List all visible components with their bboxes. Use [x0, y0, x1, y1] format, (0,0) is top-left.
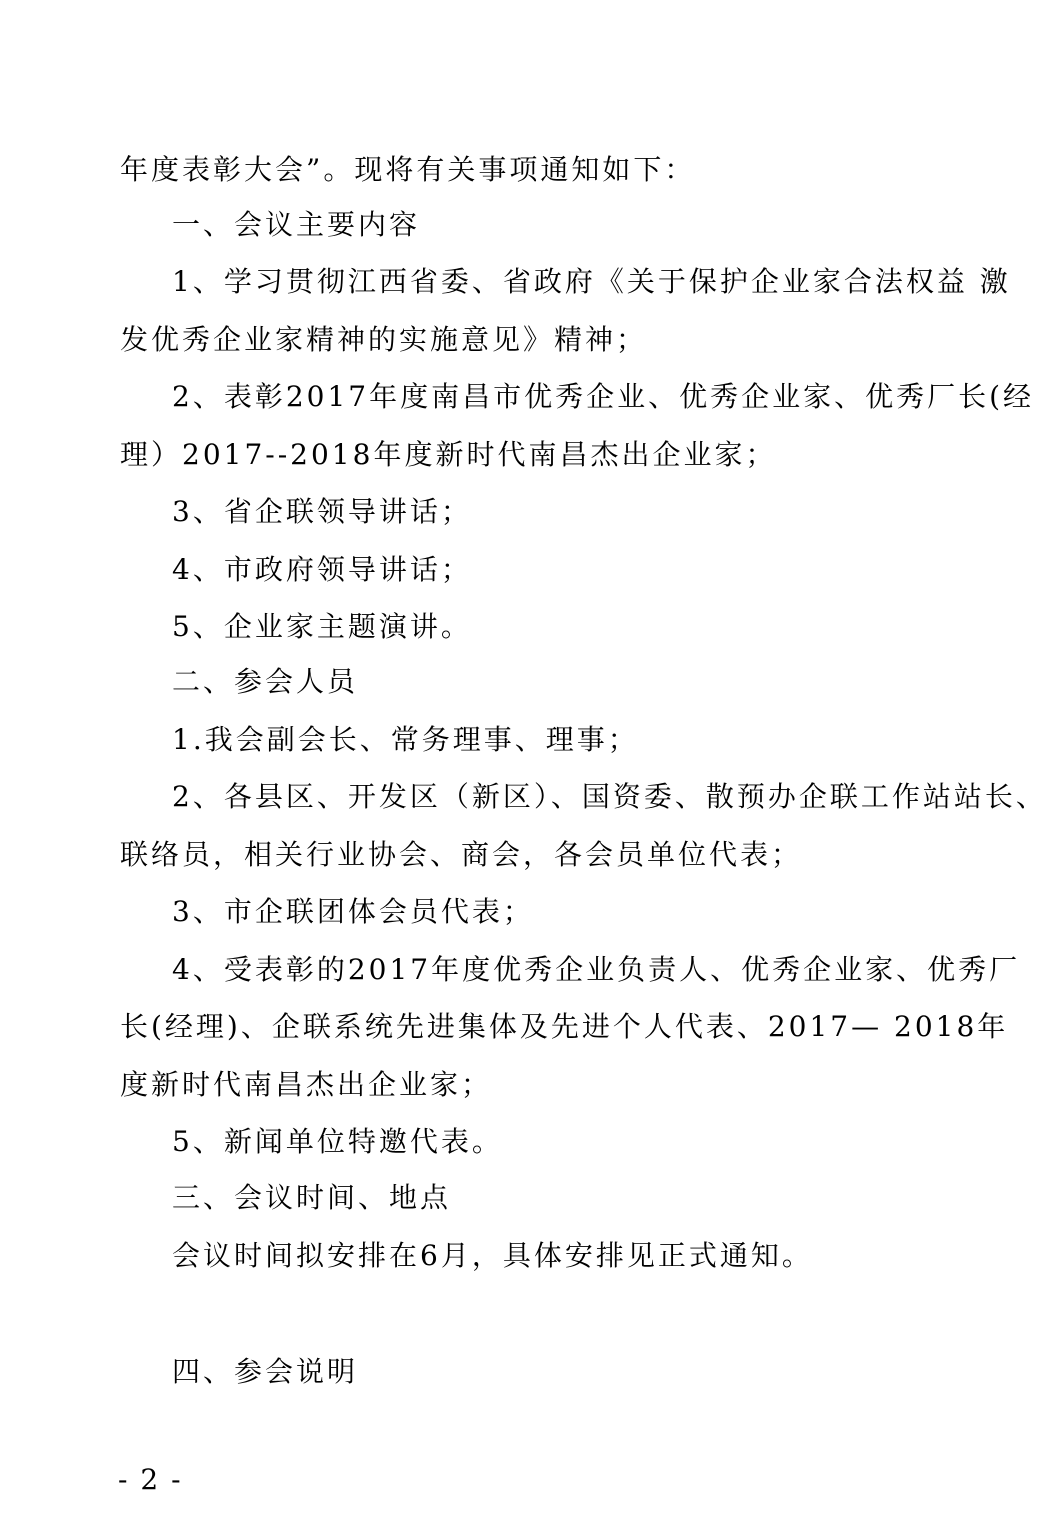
text-line-attendee-5: 5、新闻单位特邀代表。 [172, 1125, 503, 1158]
text-line-item-2b: 理）2017--2018年度新时代南昌杰出企业家； [120, 438, 777, 471]
section-heading-attendees: 二、参会人员 [172, 665, 359, 698]
text-line-item-1b: 发优秀企业家精神的实施意见》精神； [120, 323, 648, 356]
section-heading-attendance-notes: 四、参会说明 [172, 1355, 359, 1388]
section-heading-time-place: 三、会议时间、地点 [172, 1181, 452, 1214]
text-line-attendee-2a: 2、各县区、开发区（新区）、国资委、散预办企联工作站站长、 [172, 780, 1047, 813]
text-line-attendee-4b: 长(经理)、企联系统先进集体及先进个人代表、2017— 2018年 [120, 1010, 1009, 1043]
section-heading-meeting-content: 一、会议主要内容 [172, 208, 421, 241]
text-line-item-1a: 1、学习贯彻江西省委、省政府《关于保护企业家合法权益 激 [172, 265, 1011, 298]
text-line-attendee-4a: 4、受表彰的2017年度优秀企业负责人、优秀企业家、优秀厂 [172, 953, 1021, 986]
text-line-attendee-3: 3、市企联团体会员代表； [172, 895, 534, 928]
text-line-meeting-time: 会议时间拟安排在6月，具体安排见正式通知。 [172, 1239, 813, 1272]
text-line-item-5: 5、企业家主题演讲。 [172, 610, 472, 643]
text-line-intro-end: 年度表彰大会”。现将有关事项通知如下： [120, 153, 696, 186]
text-line-attendee-1: 1.我会副会长、常务理事、理事； [172, 723, 639, 756]
text-line-attendee-2b: 联络员，相关行业协会、商会，各会员单位代表； [120, 838, 803, 871]
text-line-item-2a: 2、表彰2017年度南昌市优秀企业、优秀企业家、优秀厂长(经 [172, 380, 1034, 413]
text-line-item-3: 3、省企联领导讲话； [172, 495, 472, 528]
text-line-attendee-4c: 度新时代南昌杰出企业家； [120, 1068, 493, 1101]
page-number: - 2 - [118, 1463, 183, 1496]
text-line-item-4: 4、市政府领导讲话； [172, 553, 472, 586]
